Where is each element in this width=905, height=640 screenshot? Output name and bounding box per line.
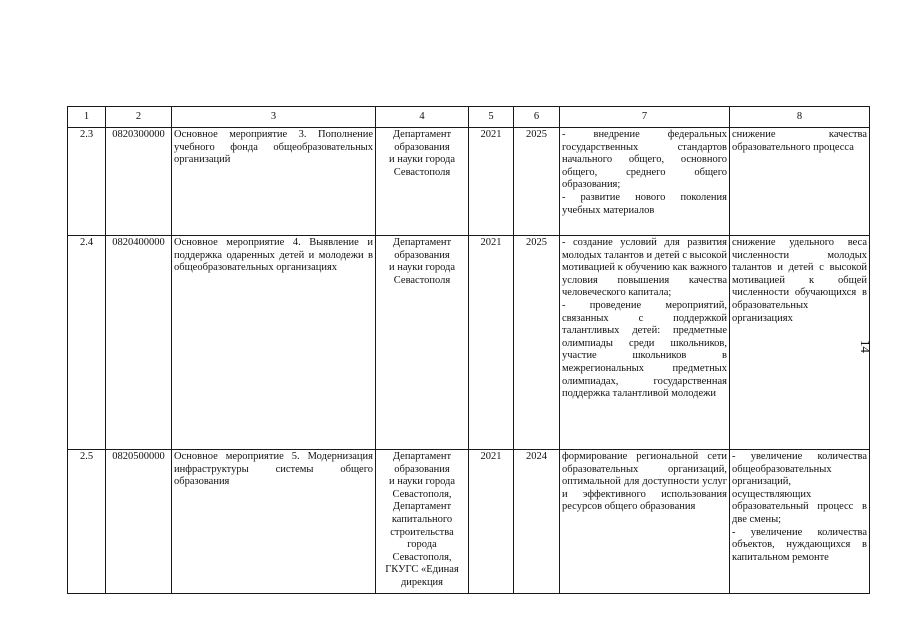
consequence: - увеличение количества общеобразовательных организаций, осуществляющих образовательный процесс в две смены; - увеличение количества объектов, нуждающихся в капитальном ремонте xyxy=(730,450,870,594)
expected-result: - внедрение федеральных государственных стандартов начального общего, основного общего, среднего общего образования; - развитие нового поколения учебных материалов xyxy=(560,128,730,236)
measures-table xyxy=(67,106,870,594)
event-name: Основное мероприятие 5. Модернизация инфраструктуры системы общего образования xyxy=(172,450,376,594)
header-row xyxy=(68,107,870,128)
col-header-6: 6 xyxy=(514,107,560,128)
table-row xyxy=(68,450,870,594)
col-header-5: 5 xyxy=(469,107,514,128)
expected-result: формирование региональной сети образовательных организаций, оптимальной для доступности услуг и эффективного использования ресурсов общего образования xyxy=(560,450,730,594)
start-year: 2021 xyxy=(469,128,514,236)
budget-code: 0820300000 xyxy=(106,128,172,236)
col-header-2: 2 xyxy=(106,107,172,128)
expected-result: - создание условий для развития молодых талантов и детей с высокой мотивацией к обучению как важного условия повышения качества человеческого капитала; - проведение мероприятий, связанных с поддержкой талантливых детей: предметные олимпиады среди школьников, участие школьников в межрегиональных предметных олимпиадах, государственная поддержка талантливой молодежи xyxy=(560,236,730,450)
row-number: 2.5 xyxy=(68,450,106,594)
col-header-4: 4 xyxy=(376,107,469,128)
start-year: 2021 xyxy=(469,236,514,450)
event-name: Основное мероприятие 3. Пополнение учебного фонда общеобразовательных организаций xyxy=(172,128,376,236)
row-number: 2.4 xyxy=(68,236,106,450)
consequence: снижение удельного веса численности молодых талантов и детей с высокой мотивацией к общей численности обучающихся в образовательных организациях xyxy=(730,236,870,450)
col-header-8: 8 xyxy=(730,107,870,128)
executor: Департамент образования и науки города Севастополя xyxy=(376,128,469,236)
executor: Департамент образования и науки города Севастополя, Департамент капитального строительства города Севастополя, ГКУГС «Единая дирекция xyxy=(376,450,469,594)
end-year: 2025 xyxy=(514,236,560,450)
row-number: 2.3 xyxy=(68,128,106,236)
end-year: 2024 xyxy=(514,450,560,594)
event-name: Основное мероприятие 4. Выявление и поддержка одаренных детей и молодежи в общеобразовательных организациях xyxy=(172,236,376,450)
col-header-3: 3 xyxy=(172,107,376,128)
budget-code: 0820400000 xyxy=(106,236,172,450)
end-year: 2025 xyxy=(514,128,560,236)
start-year: 2021 xyxy=(469,450,514,594)
consequence: снижение качества образовательного процесса xyxy=(730,128,870,236)
col-header-1: 1 xyxy=(68,107,106,128)
executor: Департамент образования и науки города Севастополя xyxy=(376,236,469,450)
table-row xyxy=(68,236,870,450)
budget-code: 0820500000 xyxy=(106,450,172,594)
table-row xyxy=(68,128,870,236)
col-header-7: 7 xyxy=(560,107,730,128)
page-number: 14 xyxy=(858,340,873,353)
